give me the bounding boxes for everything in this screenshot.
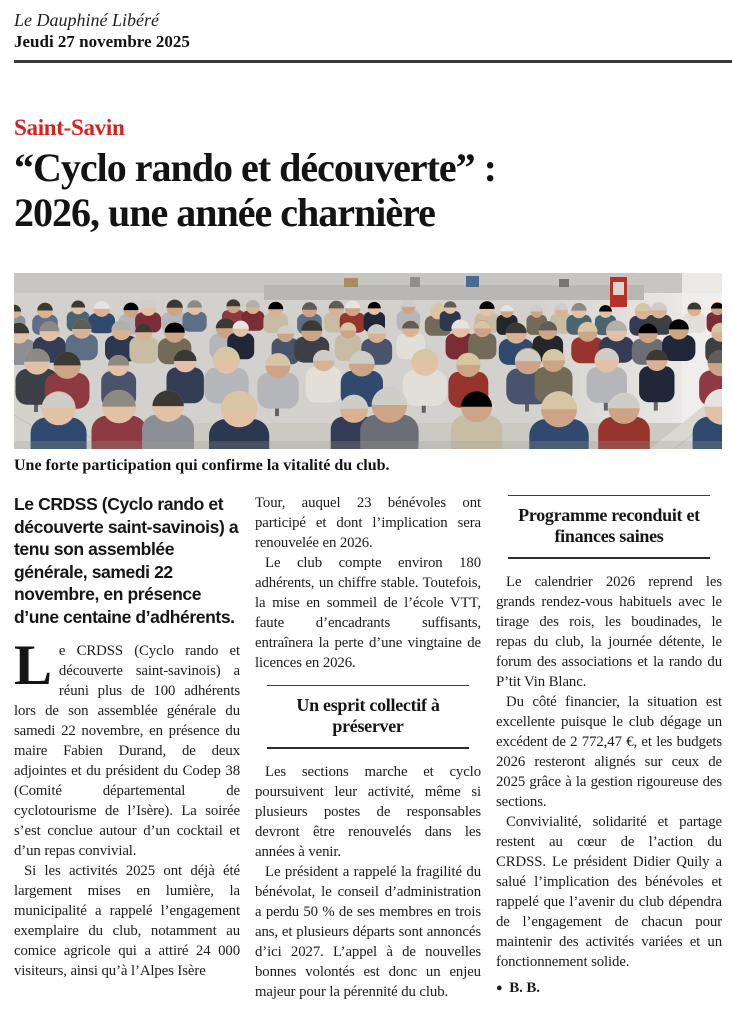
headline-line-1: “Cyclo rando et découverte” :	[14, 145, 496, 190]
article-paragraph: Convivialité, solidarité et partage restent au cœur de l’action du CRDSS. Le président Didier Quily a salué l’implication des bénévoles et rappelé que l’avenir du club dépendra de l’engagement de chacun pour maintenir des activités variées et un fonctionnement solide.	[496, 814, 722, 970]
article-paragraph: Du côté financier, la situation est excellente puisque le club dégage un excédent de 2 772,47 €, et les budgets 2026 resteront alignés sur ceux de 2025 grâce à la gestion rigoureuse des sections.	[496, 694, 722, 810]
section-subhead: Un esprit collectif à préserver	[267, 685, 469, 749]
article-headline	[14, 145, 718, 235]
article-column-3	[496, 493, 722, 998]
section-subhead: Programme reconduit et finances saines	[508, 495, 710, 559]
article-paragraph: Le club compte environ 180 adhérents, un chiffre stable. Toutefois, la mise en sommeil de l’école VTT, faute d’encadrants suffisants, entraînera la perte d’une vingtaine de licences en 2026.	[255, 555, 481, 671]
article-paragraph: Le calendrier 2026 reprend les grands rendez-vous habituels avec le tirage des rois, les boudinades, le repas du club, la journée détente, le forum des associations et la rando du P’tit Vin Blanc.	[496, 574, 722, 690]
masthead-rule	[14, 60, 732, 63]
newspaper-title: Le Dauphiné Libéré	[14, 10, 159, 30]
headline-line-2: 2026, une année charnière	[14, 190, 435, 235]
article-columns	[14, 493, 722, 1002]
article-column-2	[255, 493, 481, 1002]
article-paragraph: Les sections marche et cyclo poursuivent leur activité, même si plusieurs postes de responsables devront être renouvelés dans les années à venir.	[255, 764, 481, 860]
article-paragraph: Le président a rappelé la fragilité du bénévolat, le conseil d’administration a perdu 50 % de ses membres en trois ans, et plusieurs départs sont annoncés d’ici 2027. L’appel à de nouvelles bonnes volontés est donc un enjeu majeur pour la pérennité du club.	[255, 864, 481, 1000]
masthead	[0, 0, 732, 53]
article-photo	[14, 273, 722, 449]
lead-paragraph: Le CRDSS (Cyclo rando et découverte saint-savinois) a tenu son assemblée générale, samedi 22 novembre, en présence d’une centaine d’adhérents.	[14, 494, 239, 627]
bullet-icon: ●	[496, 982, 503, 994]
article-paragraph: Tour, auquel 23 bénévoles ont participé et dont l’implication sera renouvelée en 2026.	[255, 495, 481, 551]
edition-date: Jeudi 27 novembre 2025	[14, 32, 190, 51]
article-paragraph: Le CRDSS (Cyclo rando et découverte saint-savinois) a réuni plus de 100 adhérents lors de son assemblée générale du samedi 22 novembre, en présence du maire Fabien Durand, de deux adjointes et du président du Codep 38 (Comité départemental de cyclotourisme de l’Isère). La soirée s’est conclue autour d’un cocktail et d’un repas convivial.	[14, 634, 240, 859]
article-column-1	[14, 493, 240, 981]
author-signature: ● B. B.	[496, 980, 540, 996]
article-paragraph: Si les activités 2025 ont déjà été largement mises en lumière, la municipalité a rappelé l’engagement exemplaire du club, notamment au comice agricole qui a attiré 24 000 visiteurs, ainsi qu’à l’Alpes Isère	[14, 863, 240, 979]
article-photo-svg	[14, 273, 722, 449]
photo-caption: Une forte participation qui confirme la vitalité du club.	[14, 457, 390, 474]
drop-cap: L	[14, 634, 52, 697]
article-kicker: Saint-Savin	[14, 115, 125, 140]
